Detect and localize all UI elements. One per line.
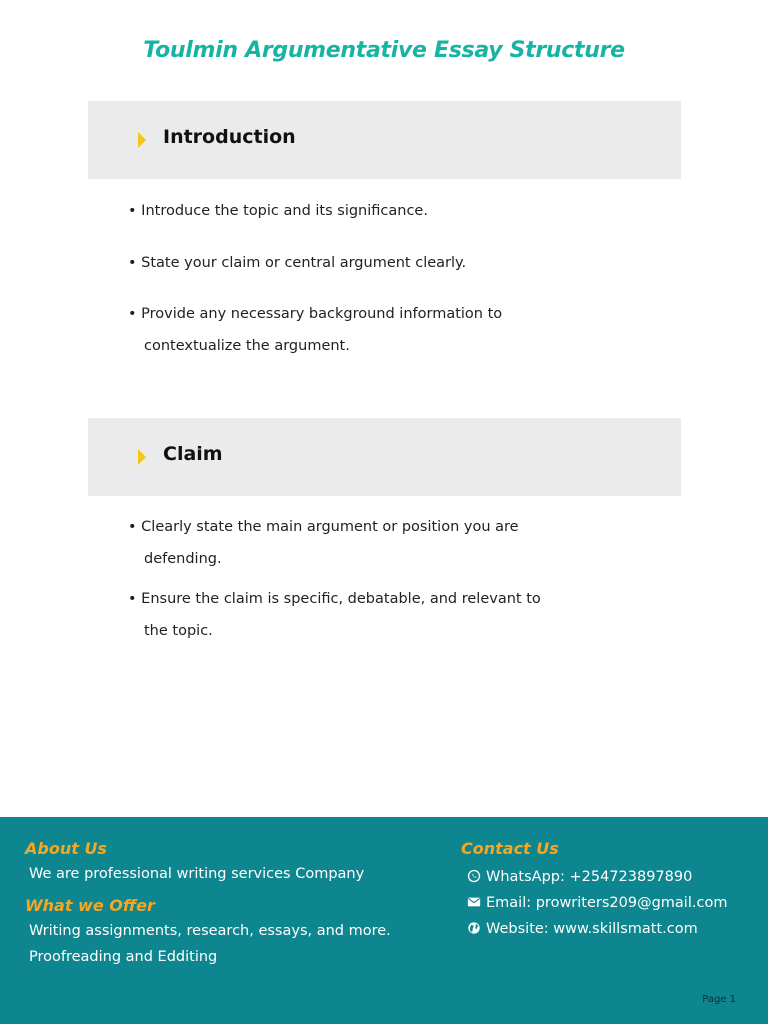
page-number: Page 1 [702, 994, 736, 1005]
section-header-claim [88, 418, 681, 496]
footer [0, 817, 768, 1024]
envelope-icon [467, 895, 481, 909]
bullet-item: • Introduce the topic and its significance. [128, 203, 428, 219]
globe-icon [467, 921, 481, 935]
section-heading: Introduction [163, 126, 296, 148]
about-text: We are professional writing services Company [29, 866, 365, 882]
contact-heading: Contact Us [461, 839, 559, 858]
section-header-introduction [88, 101, 681, 179]
page-title: Toulmin Argumentative Essay Structure [143, 38, 625, 63]
bullet-item: • Provide any necessary background information to contextualize the argument. [128, 306, 503, 354]
bullet-item: • Ensure the claim is specific, debatable, and relevant to the topic. [128, 591, 541, 639]
offer-line: Writing assignments, research, essays, and more. [29, 923, 391, 939]
contact-whatsapp[interactable]: WhatsApp: +254723897890 [467, 866, 692, 888]
bullet-item: • Clearly state the main argument or position you are defending. [128, 519, 519, 567]
about-heading: About Us [25, 839, 107, 858]
caret-right-icon [138, 132, 146, 148]
contact-email[interactable]: Email: prowriters209@gmail.com [467, 892, 727, 914]
contact-website[interactable]: Website: www.skillsmatt.com [467, 918, 698, 940]
offer-heading: What we Offer [25, 896, 155, 915]
caret-right-icon [138, 449, 146, 465]
section-heading: Claim [163, 443, 223, 465]
whatsapp-icon [467, 869, 481, 883]
bullet-item: • State your claim or central argument clearly. [128, 255, 467, 271]
offer-line: Proofreading and Edditing [29, 949, 218, 965]
